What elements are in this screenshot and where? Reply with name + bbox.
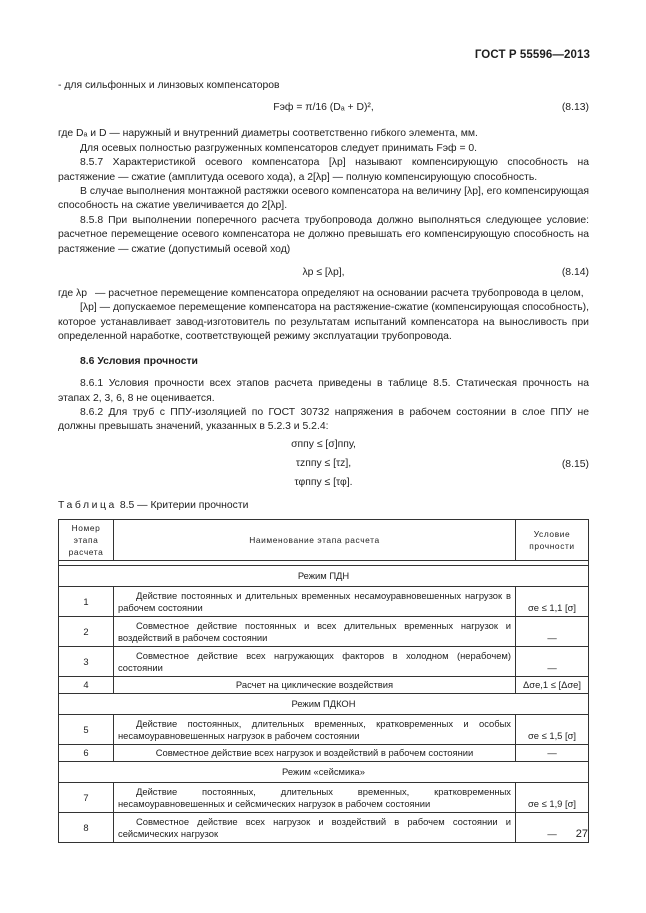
strength-condition: σe ≤ 1,5 [σ] xyxy=(516,715,589,745)
strength-condition: Δσe,1 ≤ [Δσe] xyxy=(516,677,589,694)
criteria-table xyxy=(58,519,589,843)
formula-number: (8.13) xyxy=(561,102,589,114)
stage-number: 2 xyxy=(59,617,114,647)
stage-number: 7 xyxy=(59,783,114,813)
table-row xyxy=(59,813,589,843)
stage-name: Действие постоянных и длительных временных несамоуравновешенных нагрузок в рабочем состоянии xyxy=(114,587,516,617)
table-caption xyxy=(58,499,589,513)
mode-label: Режим «сейсмика» xyxy=(59,762,589,783)
table-row xyxy=(59,647,589,677)
page-number: 27 xyxy=(575,828,588,840)
para-8-5-7: 8.5.7 Характеристикой осевого компенсатора [λр] называют компенсирующую способность на растяжение — сжатие (амплитуда осевого хода), а 2[λр] — полную компенсирующую способность. xyxy=(58,157,589,183)
formula-8-13 xyxy=(58,101,589,127)
formula-number: (8.15) xyxy=(561,458,589,470)
stage-name: Действие постоянных, длительных временных, кратковременных и особых несамоуравновешенных нагрузок в рабочем состоянии xyxy=(114,715,516,745)
formula-line-2: τzппу ≤ [τz], xyxy=(295,457,352,469)
para-8-6-1: 8.6.1 Условия прочности всех этапов расчета приведены в таблице 8.5. Статическая прочность на этапах 2, 3, 6, 8 не оценивается. xyxy=(58,378,589,404)
formula-expression: Fэф = π/16 (Dₐ + D)², xyxy=(273,102,374,114)
stage-name: Действие постоянных, длительных временных, кратковременных несамоуравновешенных и сейсмических нагрузок в рабочем состоянии xyxy=(114,783,516,813)
strength-condition: σe ≤ 1,9 [σ] xyxy=(516,783,589,813)
formula-number: (8.14) xyxy=(561,267,589,279)
mode-row xyxy=(59,694,589,715)
table-caption-prefix: Таблица xyxy=(58,499,117,511)
where-text: — расчетное перемещение компенсатора определяют на основании расчета трубопровода в целом, xyxy=(95,288,584,300)
table-header-row xyxy=(59,520,589,561)
table-caption-text: 8.5 — Критерии прочности xyxy=(119,499,249,511)
strength-condition: — xyxy=(516,745,589,762)
stage-number: 4 xyxy=(59,677,114,694)
stage-name: Совместное действие постоянных и всех длительных временных нагрузок и воздействий в рабочем состоянии xyxy=(114,617,516,647)
table-row xyxy=(59,745,589,762)
stage-number: 1 xyxy=(59,587,114,617)
stage-number: 8 xyxy=(59,813,114,843)
mode-row xyxy=(59,566,589,587)
page-content xyxy=(58,79,589,843)
where-8-14-a xyxy=(58,287,589,301)
where-8-14-b: [λр] — допускаемое перемещение компенсатора на растяжение-сжатие (компенсирующая способность), которое устанавливает завод-изготовитель по результатам испытаний компенсатора на выносливость при определенной наработке, соответствующей режиму эксплуатации трубопровода. xyxy=(58,302,589,343)
mode-row xyxy=(59,762,589,783)
header-stage-name: Наименование этапа расчета xyxy=(114,520,516,561)
stage-number: 5 xyxy=(59,715,114,745)
document-header: ГОСТ Р 55596—2013 xyxy=(474,49,590,61)
formula-line-3: τφппу ≤ [τφ]. xyxy=(294,476,353,488)
section-heading: 8.6 Условия прочности xyxy=(80,355,198,367)
table-row xyxy=(59,715,589,745)
where-key: где λр xyxy=(58,288,88,300)
para-mount: В случае выполнения монтажной растяжки осевого компенсатора на величину [λр], его компенсирующая способность на сжатие увеличивается до 2[λр]. xyxy=(58,186,590,212)
formula-lines xyxy=(58,435,589,492)
mode-label: Режим ПДН xyxy=(59,566,589,587)
para-8-6-2: 8.6.2 Для труб с ППУ-изоляцией по ГОСТ 30732 напряжения в рабочем состоянии в слое ППУ не должны превышать значений, указанных в 5.2.3 и 5.2.4: xyxy=(58,406,589,433)
strength-condition: — xyxy=(516,647,589,677)
para-8-5-8: 8.5.8 При выполнении поперечного расчета трубопровода должно выполняться следующее условие: расчетное перемещение осевого компенсатора не должно превышать его компенсирующую способность на растяжение — сжатие (допустимый осевой ход) xyxy=(58,214,589,255)
strength-condition: σe ≤ 1,1 [σ] xyxy=(516,587,589,617)
table-row xyxy=(59,677,589,694)
strength-condition: — xyxy=(516,813,589,843)
header-condition: Условие прочности xyxy=(516,520,589,561)
stage-number: 6 xyxy=(59,745,114,762)
formula-8-14 xyxy=(58,261,589,287)
stage-name: Совместное действие всех нагрузок и воздействий в рабочем состоянии и сейсмических нагрузок xyxy=(114,813,516,843)
para-unloaded: Для осевых полностью разгруженных компенсаторов следует принимать Fэф = 0. xyxy=(80,142,478,154)
intro-line: - для сильфонных и линзовых компенсаторов xyxy=(58,80,280,91)
stage-name: Совместное действие всех нагружающих факторов в холодном (нерабочем) состоянии xyxy=(114,647,516,677)
formula-line-1: σппу ≤ [σ]ппу, xyxy=(291,438,356,450)
stage-number: 3 xyxy=(59,647,114,677)
table-row xyxy=(59,617,589,647)
formula-8-15 xyxy=(58,435,589,493)
header-stage-number: Номер этапа расчета xyxy=(59,520,114,561)
where-8-13: где Dₐ и D — наружный и внутренний диаметры соответственно гибкого элемента, мм. xyxy=(58,128,478,140)
table-row xyxy=(59,587,589,617)
stage-name: Совместное действие всех нагрузок и воздействий в рабочем состоянии xyxy=(114,745,516,762)
formula-expression: λр ≤ [λр], xyxy=(302,267,345,279)
mode-label: Режим ПДКОН xyxy=(59,694,589,715)
stage-name: Расчет на циклические воздействия xyxy=(114,677,516,694)
strength-condition: — xyxy=(516,617,589,647)
table-row xyxy=(59,783,589,813)
